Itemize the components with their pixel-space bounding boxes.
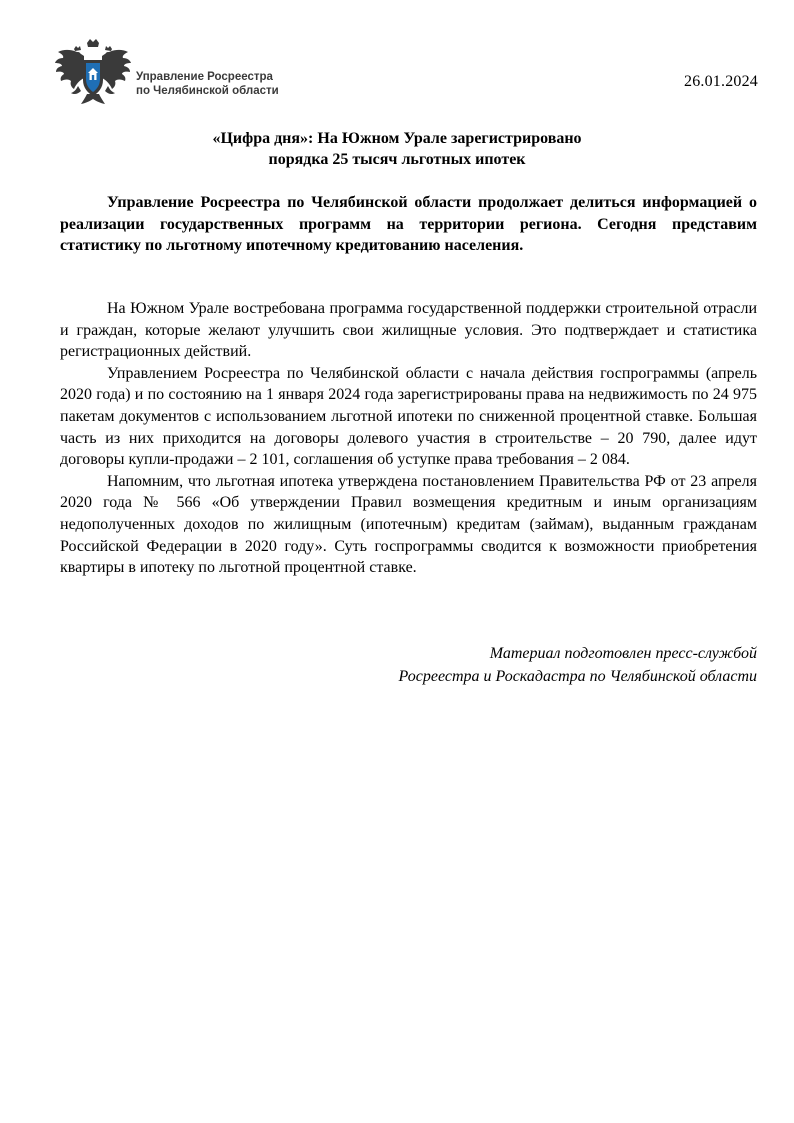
signature-line1: Материал подготовлен пресс-службой	[489, 645, 757, 662]
document-title	[60, 128, 734, 170]
body-paragraph-3: Напомним, что льготная ипотека утверждена постановлением Правительства РФ от 23 апреля 2020 года № 566 «Об утверждении Правил возмещения кредитным и иным организациям недополученных доходов по жилищным (ипотечным) кредитам (займам), выданным гражданам Российской Федерации в 2020 году». Суть госпрограммы сводится к возможности приобретения квартиры в ипотеку по льготной процентной ставке.	[60, 472, 757, 577]
body-paragraph-1: На Южном Урале востребована программа государственной поддержки строительной отрасли и граждан, которые желают улучшить свои жилищные условия. Это подтверждает и статистика регистрационных действий.	[60, 300, 757, 361]
org-name-line2: по Челябинской области	[136, 85, 279, 97]
body-paragraph-2: Управлением Росреестра по Челябинской области с начала действия госпрограммы (апрель 2020 года) и по состоянию на 1 января 2024 года зарегистрированы права на недвижимость по 24 975 пакетам документов с использованием льготной ипотеки по сниженной процентной ставке. Большая часть из них приходится на договоры долевого участия в строительстве – 20 790, далее идут договоры купли-продажи – 2 101, соглашения об уступке права требования – 2 084.	[60, 364, 757, 469]
lead-paragraph: Управление Росреестра по Челябинской области продолжает делиться информацией о реализации государственных программ на территории региона. Сегодня представим статистику по льготному ипотечному кредитованию населения.	[60, 194, 757, 254]
document-body	[60, 298, 757, 579]
organization-name	[136, 70, 279, 98]
title-line2: порядка 25 тысяч льготных ипотек	[268, 151, 526, 168]
signature-line2: Росреестра и Роскадастра по Челябинской области	[398, 667, 757, 685]
org-name-line1: Управление Росреестра	[136, 71, 273, 83]
press-service-signature	[399, 643, 757, 688]
title-line1: «Цифра дня»: На Южном Урале зарегистрировано	[212, 130, 582, 147]
document-header	[54, 38, 758, 108]
double-headed-eagle-icon	[54, 38, 132, 108]
document-date: 26.01.2024	[684, 73, 758, 90]
